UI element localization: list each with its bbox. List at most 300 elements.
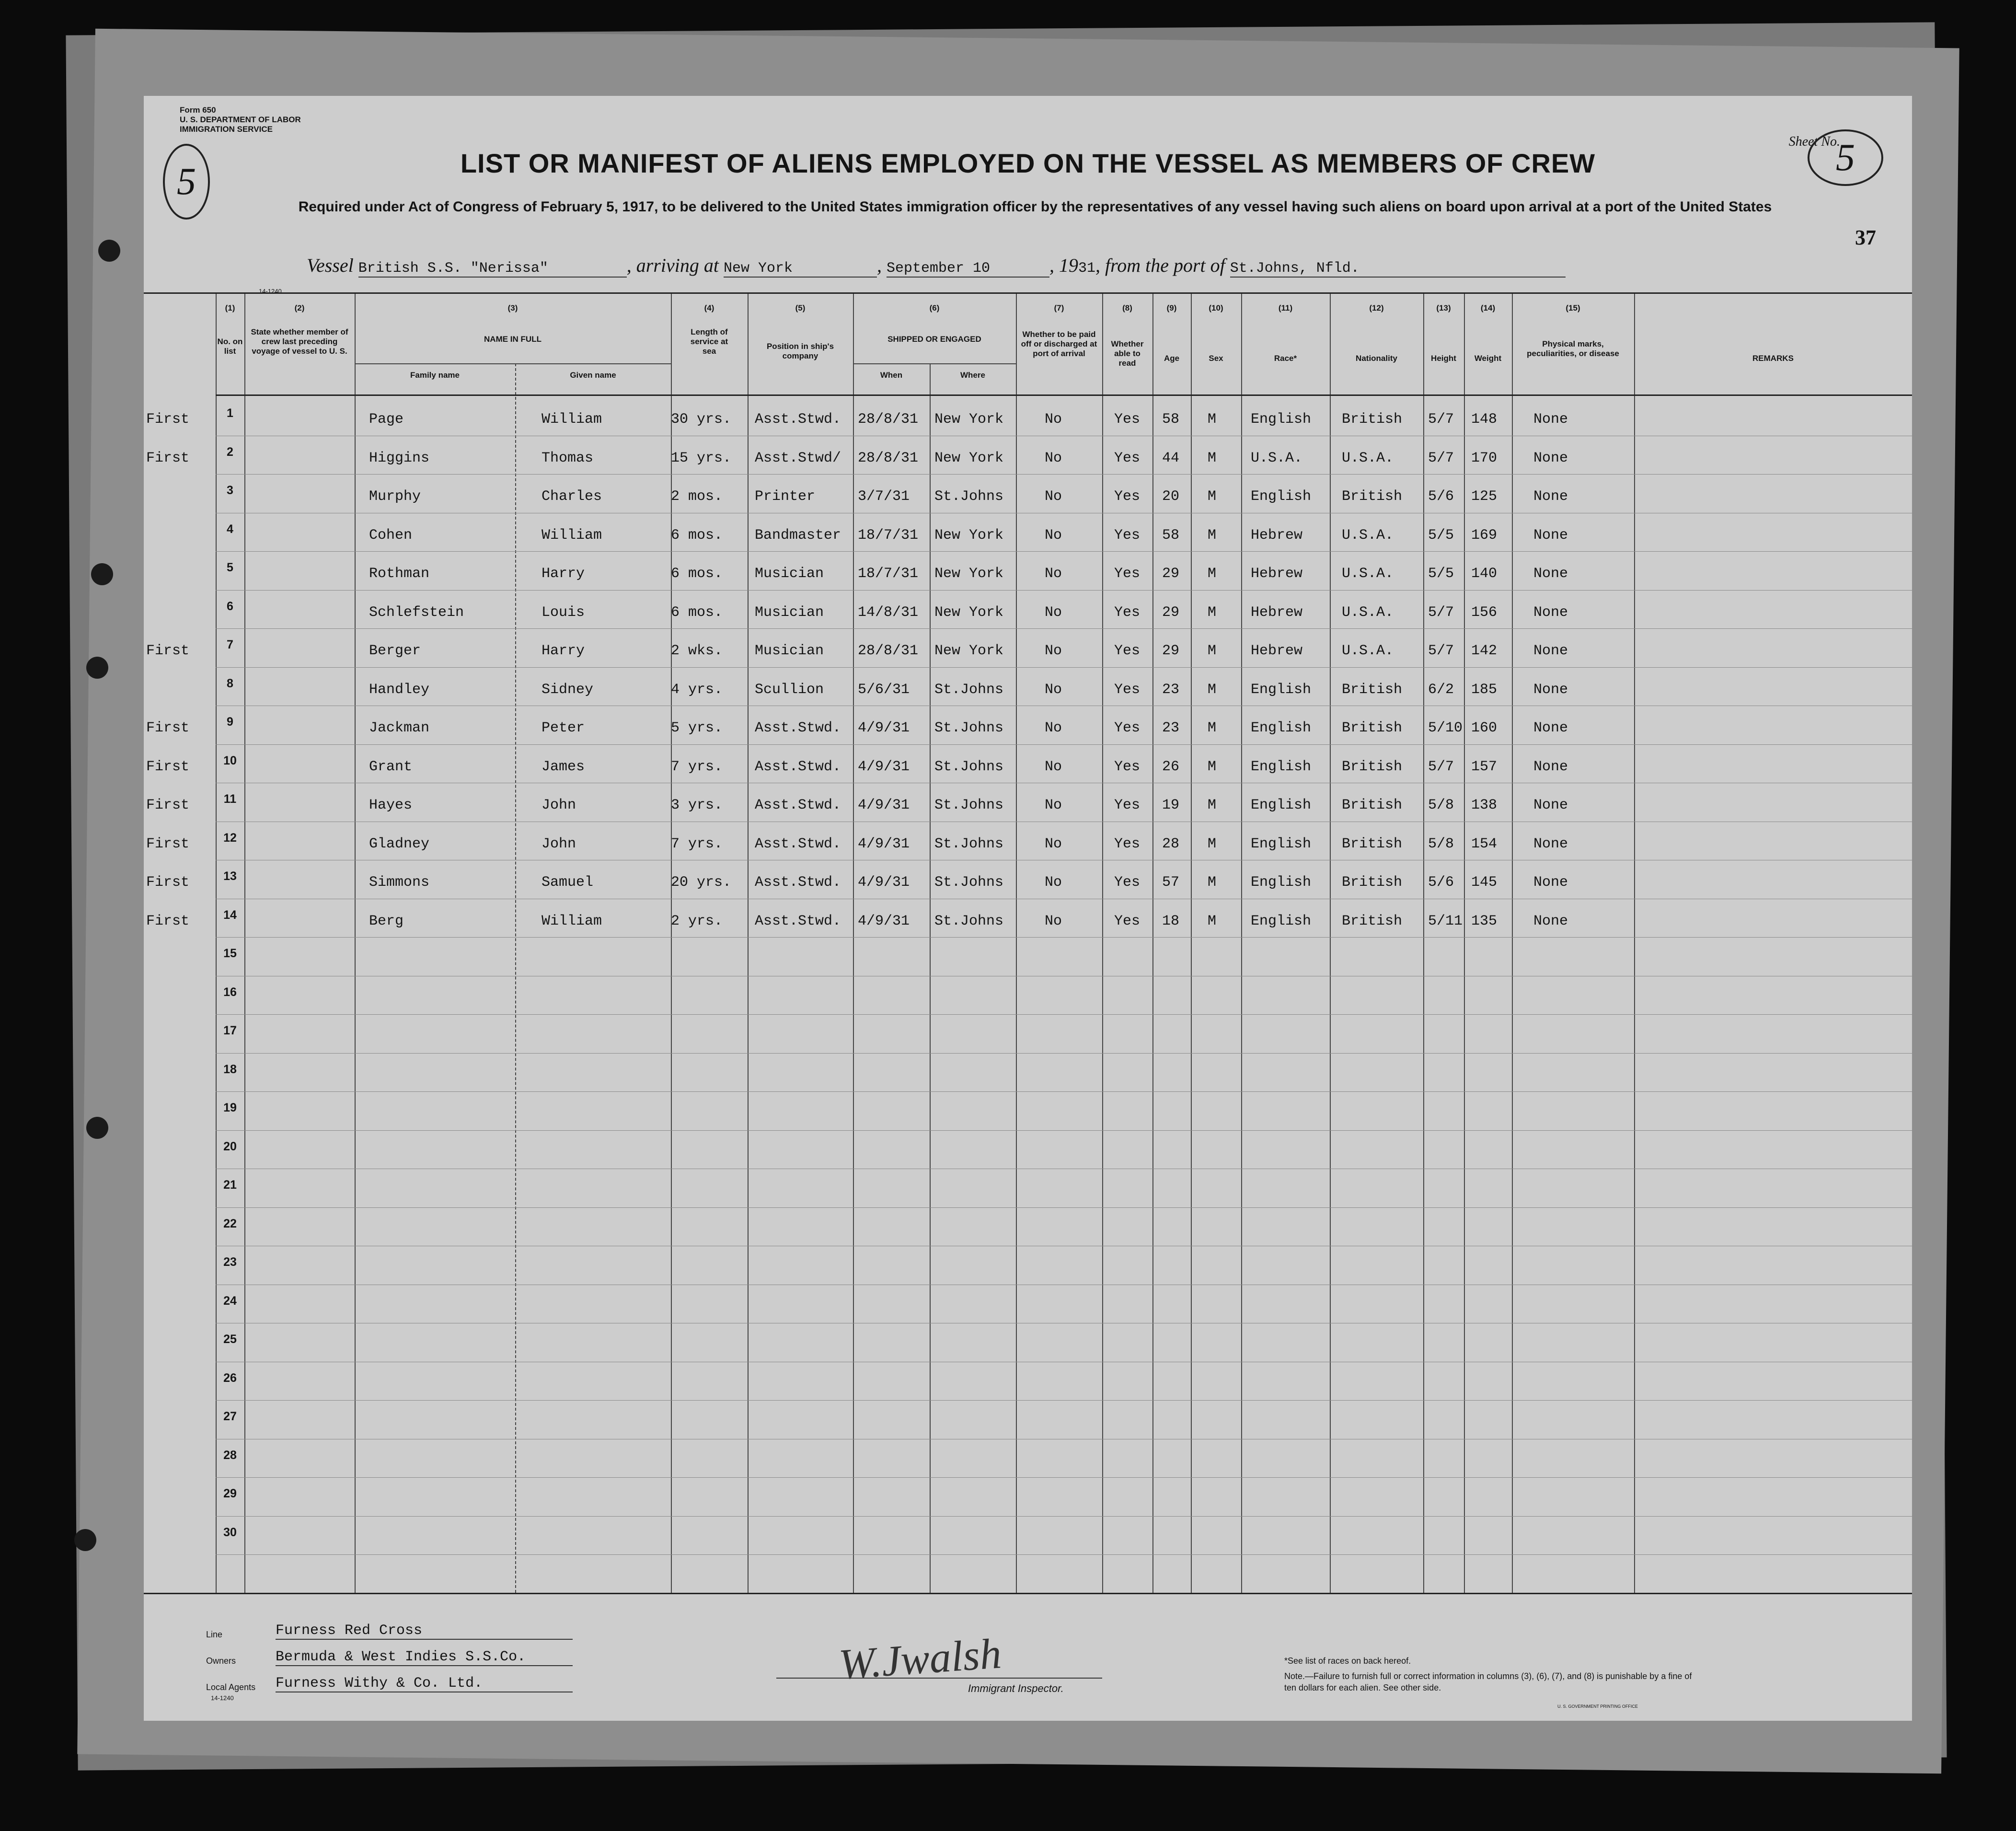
cell-family: Hayes [369,797,413,813]
col9-label: Age [1164,354,1180,363]
cell-family: Schlefstein [369,604,464,621]
row-number: 7 [227,638,233,651]
row-rule [216,1053,1912,1054]
cell-position: Bandmaster [755,527,841,544]
margin-class-note: First [146,411,190,428]
owners-label: Owners [206,1656,236,1666]
cell-service: 2 wks. [671,643,723,659]
line-value: Furness Red Cross [276,1622,573,1640]
shipped-when-header: When [880,371,903,380]
cell-position: Musician [755,566,824,582]
row-number: 17 [223,1024,237,1037]
col14-label: Weight [1474,354,1502,363]
cell-marks: None [1533,488,1568,505]
row-number: 18 [223,1062,237,1076]
cell-race: English [1251,411,1312,428]
cell-marks: None [1533,450,1568,466]
cell-given: Louis [541,604,585,621]
cell-where: New York [934,411,1004,428]
cell-age: 58 [1162,527,1180,544]
cell-race: English [1251,681,1312,698]
row-number: 20 [223,1139,237,1153]
col7-label: Whether to be paid off or discharged at port of arrival [1021,330,1097,358]
cell-marks: None [1533,758,1568,775]
cell-where: St.Johns [934,874,1004,891]
cell-paid: No [1045,874,1062,891]
crew-table [144,292,1912,1594]
cell-marks: None [1533,913,1568,929]
cell-age: 57 [1162,874,1180,891]
cell-family: Berger [369,643,421,659]
cell-paid: No [1045,488,1062,505]
owners-value: Bermuda & West Indies S.S.Co. [276,1649,573,1666]
cell-marks: None [1533,527,1568,544]
row-rule [216,474,1912,475]
cell-read: Yes [1114,913,1140,929]
cell-weight: 185 [1471,681,1498,698]
cell-age: 44 [1162,450,1180,466]
note-text: —Failure to furnish full or correct information in columns (3), (6), (7), and (8) is punishable by a fine of ten dollars for each alien. See other side. [1284,1671,1692,1692]
cell-race: Hebrew [1251,566,1303,582]
cell-weight: 170 [1471,450,1498,466]
manifest-page [144,96,1912,1721]
row-rule [216,1014,1912,1015]
cell-paid: No [1045,681,1062,698]
col1-number: (1) [225,303,235,313]
cell-where: New York [934,527,1004,544]
binding-hole [98,240,120,262]
col3-number: (3) [507,303,518,313]
cell-age: 19 [1162,797,1180,813]
col5-label: Position in ship's company [766,342,834,360]
row-number: 5 [227,561,233,574]
row-number: 25 [223,1333,237,1346]
col-divider [355,294,356,1593]
col2-number: (2) [294,303,305,313]
cell-paid: No [1045,643,1062,659]
col10-label: Sex [1209,354,1223,363]
row-rule [216,1554,1912,1555]
margin-class-note: First [146,797,190,813]
cell-paid: No [1045,758,1062,775]
corner-mark: 5 [163,144,210,220]
cell-marks: None [1533,797,1568,813]
arriving-label: , arriving at [626,255,719,276]
cell-height: 5/11 [1428,913,1463,929]
vessel-name: British S.S. "Nerissa" [358,260,627,278]
name-subheader-rule [355,363,671,364]
arrival-date: September 10 [887,260,1049,278]
col-divider [1512,294,1513,1593]
cell-given: Samuel [541,874,594,891]
cell-service: 7 yrs. [671,835,723,852]
row-number: 11 [223,792,237,806]
cell-height: 5/7 [1428,604,1454,621]
port-label: , from the port of [1095,255,1225,276]
cell-sex: M [1208,758,1217,775]
cell-age: 26 [1162,758,1180,775]
cell-paid: No [1045,566,1062,582]
cell-race: English [1251,758,1312,775]
cell-race: English [1251,720,1312,736]
col2-label: State whether member of crew last preceding voyage of vessel to U. S. [251,327,348,356]
binding-hole [74,1529,96,1551]
row-number: 4 [227,522,233,536]
row-number: 26 [223,1371,237,1385]
margin-class-note: First [146,720,190,736]
cell-given: William [541,411,602,428]
col11-label: Race* [1274,354,1297,363]
cell-weight: 125 [1471,488,1498,505]
cell-weight: 135 [1471,913,1498,929]
cell-marks: None [1533,411,1568,428]
cell-when: 28/8/31 [858,450,919,466]
cell-nat: British [1342,720,1403,736]
family-name-header: Family name [410,371,460,380]
cell-position: Asst.Stwd. [755,411,841,428]
row-number: 13 [223,869,237,883]
row-rule [216,551,1912,552]
arrival-year: 31 [1078,260,1096,277]
row-rule [216,628,1912,629]
col-divider [1016,294,1017,1593]
cell-paid: No [1045,835,1062,852]
cell-given: Thomas [541,450,594,466]
cell-paid: No [1045,604,1062,621]
cell-family: Handley [369,681,430,698]
cell-weight: 140 [1471,566,1498,582]
cell-position: Asst.Stwd. [755,720,841,736]
cell-given: Harry [541,643,585,659]
col9-number: (9) [1166,303,1177,313]
cell-weight: 157 [1471,758,1498,775]
cell-position: Musician [755,643,824,659]
row-rule [216,1130,1912,1131]
cell-marks: None [1533,835,1568,852]
col13-label: Height [1431,354,1456,363]
row-number: 21 [223,1178,237,1192]
cell-service: 7 yrs. [671,758,723,775]
cell-position: Asst.Stwd. [755,835,841,852]
cell-where: New York [934,450,1004,466]
col-divider [1330,294,1331,1593]
vessel-label: Vessel [307,255,354,276]
cell-age: 28 [1162,835,1180,852]
departure-port: St.Johns, Nfld. [1230,260,1566,278]
cell-marks: None [1533,643,1568,659]
cell-race: English [1251,488,1312,505]
cell-service: 30 yrs. [671,411,732,428]
shipped-subheader-rule [853,363,1016,364]
cell-position: Printer [755,488,816,505]
cell-weight: 142 [1471,643,1498,659]
cell-service: 3 yrs. [671,797,723,813]
cell-read: Yes [1114,797,1140,813]
col-divider [930,363,931,1593]
col1-label: No. on list [217,337,243,356]
row-number: 9 [227,715,233,729]
cell-height: 5/6 [1428,874,1454,891]
col15-label: Physical marks, peculiarities, or disease [1527,339,1619,358]
row-number: 16 [223,985,237,999]
margin-class-note: First [146,758,190,775]
agents-label: Local Agents [206,1682,256,1692]
cell-sex: M [1208,450,1217,466]
cell-read: Yes [1114,411,1140,428]
col-divider [1464,294,1465,1593]
cell-paid: No [1045,411,1062,428]
cell-height: 5/7 [1428,758,1454,775]
col6-label: SHIPPED OR ENGAGED [887,335,981,344]
arrival-port: New York [724,260,877,278]
cell-height: 5/8 [1428,797,1454,813]
row-rule [216,1477,1912,1478]
document-subtitle: Required under Act of Congress of February 5, 1917, to be delivered to the United States immigration officer by the representatives of any vessel having such aliens on board upon arrival at a port of the United States [298,199,1772,215]
cell-read: Yes [1114,566,1140,582]
note-label: Note. [1284,1671,1305,1681]
cell-weight: 169 [1471,527,1498,544]
printing-office: U. S. GOVERNMENT PRINTING OFFICE [1557,1704,1638,1709]
line-label: Line [206,1630,223,1639]
sheet-label: Sheet No. [1788,134,1840,149]
cell-when: 4/9/31 [858,720,910,736]
service-name: IMMIGRATION SERVICE [180,125,273,134]
cell-sex: M [1208,604,1217,621]
cell-service: 6 mos. [671,566,723,582]
cell-age: 23 [1162,720,1180,736]
cell-sex: M [1208,566,1217,582]
cell-family: Page [369,411,404,428]
cell-position: Asst.Stwd/ [755,450,841,466]
cell-sex: M [1208,411,1217,428]
cell-where: St.Johns [934,720,1004,736]
cell-when: 18/7/31 [858,527,919,544]
cell-given: Sidney [541,681,594,698]
cell-weight: 156 [1471,604,1498,621]
row-rule [216,744,1912,745]
cell-family: Higgins [369,450,430,466]
row-number: 30 [223,1525,237,1539]
cell-sex: M [1208,874,1217,891]
cell-where: New York [934,566,1004,582]
cell-nat: British [1342,913,1403,929]
cell-height: 5/8 [1428,835,1454,852]
cell-position: Asst.Stwd. [755,874,841,891]
cell-given: John [541,797,576,813]
cell-when: 28/8/31 [858,411,919,428]
col-divider [1634,294,1635,1593]
margin-class-note: First [146,835,190,852]
header-divider [216,394,1912,396]
cell-sex: M [1208,913,1217,929]
department-name: U. S. DEPARTMENT OF LABOR [180,115,301,124]
row-number: 6 [227,599,233,613]
cell-paid: No [1045,797,1062,813]
col5-number: (5) [795,303,806,313]
agents-value: Furness Withy & Co. Ltd. [276,1675,573,1692]
row-number: 29 [223,1487,237,1500]
inspector-signature: W.Jwalsh [837,1630,1003,1689]
col4-number: (4) [704,303,714,313]
cell-family: Murphy [369,488,421,505]
row-rule [216,1207,1912,1208]
col8-label: Whether able to read [1111,339,1144,368]
binding-hole [91,563,113,585]
cell-when: 14/8/31 [858,604,919,621]
cell-weight: 148 [1471,411,1498,428]
cell-height: 5/5 [1428,566,1454,582]
shipped-where-header: Where [960,371,985,380]
cell-weight: 138 [1471,797,1498,813]
col14-number: (14) [1480,303,1496,313]
cell-service: 6 mos. [671,527,723,544]
cell-given: William [541,527,602,544]
cell-read: Yes [1114,720,1140,736]
margin-class-note: First [146,450,190,466]
cell-when: 4/9/31 [858,913,910,929]
col15-number: (15) [1566,303,1580,313]
cell-sex: M [1208,835,1217,852]
col-divider [1423,294,1424,1593]
cell-position: Scullion [755,681,824,698]
cell-nat: British [1342,488,1403,505]
cell-position: Asst.Stwd. [755,758,841,775]
cell-family: Jackman [369,720,430,736]
cell-nat: U.S.A. [1342,566,1394,582]
row-rule [216,1400,1912,1401]
cell-read: Yes [1114,450,1140,466]
cell-nat: British [1342,835,1403,852]
form-identifier [180,105,301,134]
cell-paid: No [1045,720,1062,736]
cell-family: Simmons [369,874,430,891]
col-divider [853,294,854,1593]
cell-nat: British [1342,874,1403,891]
col13-number: (13) [1436,303,1451,313]
voyage-line: Vessel British S.S. "Nerissa" , arriving at New York , September 10 , 1931, from the port of St.Johns, Nfld. [307,254,1566,278]
cell-where: St.Johns [934,758,1004,775]
binding-hole [86,657,108,679]
signature-line [776,1678,1102,1679]
cell-marks: None [1533,720,1568,736]
cell-position: Asst.Stwd. [755,913,841,929]
cell-sex: M [1208,527,1217,544]
cell-service: 6 mos. [671,604,723,621]
row-number: 8 [227,676,233,690]
cell-marks: None [1533,681,1568,698]
cell-when: 4/9/31 [858,758,910,775]
cell-age: 18 [1162,913,1180,929]
cell-family: Grant [369,758,413,775]
cell-age: 20 [1162,488,1180,505]
cell-where: St.Johns [934,913,1004,929]
row-number: 28 [223,1448,237,1462]
cell-given: Harry [541,566,585,582]
cell-sex: M [1208,488,1217,505]
stamp-code: 14-1240 [259,288,282,295]
cell-where: New York [934,643,1004,659]
cell-given: William [541,913,602,929]
col8-number: (8) [1122,303,1132,313]
cell-nat: British [1342,797,1403,813]
cell-age: 29 [1162,566,1180,582]
row-rule [216,590,1912,591]
page-number: 37 [1855,226,1876,249]
col11-number: (11) [1278,303,1293,313]
cell-height: 5/5 [1428,527,1454,544]
row-number: 2 [227,445,233,459]
cell-read: Yes [1114,643,1140,659]
cell-height: 5/6 [1428,488,1454,505]
row-number: 1 [227,406,233,420]
cell-age: 58 [1162,411,1180,428]
cell-height: 5/7 [1428,643,1454,659]
cell-nat: U.S.A. [1342,604,1394,621]
cell-height: 5/10 [1428,720,1463,736]
row-number: 3 [227,484,233,497]
col7-number: (7) [1054,303,1064,313]
cell-service: 15 yrs. [671,450,732,466]
cell-sex: M [1208,643,1217,659]
row-number: 14 [223,908,237,922]
cell-family: Berg [369,913,404,929]
cell-weight: 145 [1471,874,1498,891]
cell-age: 29 [1162,604,1180,621]
cell-given: Charles [541,488,602,505]
row-number: 22 [223,1217,237,1230]
cell-when: 4/9/31 [858,835,910,852]
col-divider [748,294,749,1593]
cell-nat: U.S.A. [1342,527,1394,544]
cell-weight: 154 [1471,835,1498,852]
inspector-label: Immigrant Inspector. [968,1682,1064,1694]
cell-sex: M [1208,797,1217,813]
cell-race: Hebrew [1251,604,1303,621]
cell-marks: None [1533,874,1568,891]
cell-when: 5/6/31 [858,681,910,698]
row-rule [216,667,1912,668]
cell-sex: M [1208,681,1217,698]
cell-service: 4 yrs. [671,681,723,698]
cell-read: Yes [1114,758,1140,775]
col3-label: NAME IN FULL [484,335,541,344]
cell-height: 5/7 [1428,411,1454,428]
year-prefix: , 19 [1049,255,1078,276]
cell-read: Yes [1114,835,1140,852]
races-note: *See list of races on back hereof. [1284,1656,1411,1666]
cell-family: Rothman [369,566,430,582]
document-title: LIST OR MANIFEST OF ALIENS EMPLOYED ON THE VESSEL AS MEMBERS OF CREW [460,148,1596,178]
cell-when: 4/9/31 [858,797,910,813]
cell-position: Musician [755,604,824,621]
cell-paid: No [1045,450,1062,466]
cell-where: St.Johns [934,797,1004,813]
cell-given: John [541,835,576,852]
cell-service: 5 yrs. [671,720,723,736]
col-divider [1152,294,1153,1593]
cell-height: 6/2 [1428,681,1454,698]
col-divider [1191,294,1192,1593]
cell-service: 20 yrs. [671,874,732,891]
cell-marks: None [1533,604,1568,621]
row-number: 10 [223,753,237,767]
remarks-header: REMARKS [1752,354,1794,363]
col4-label: Length of service at sea [690,327,728,356]
cell-when: 28/8/31 [858,643,919,659]
row-number: 15 [223,947,237,960]
row-rule [216,1516,1912,1517]
col-divider [244,294,245,1593]
